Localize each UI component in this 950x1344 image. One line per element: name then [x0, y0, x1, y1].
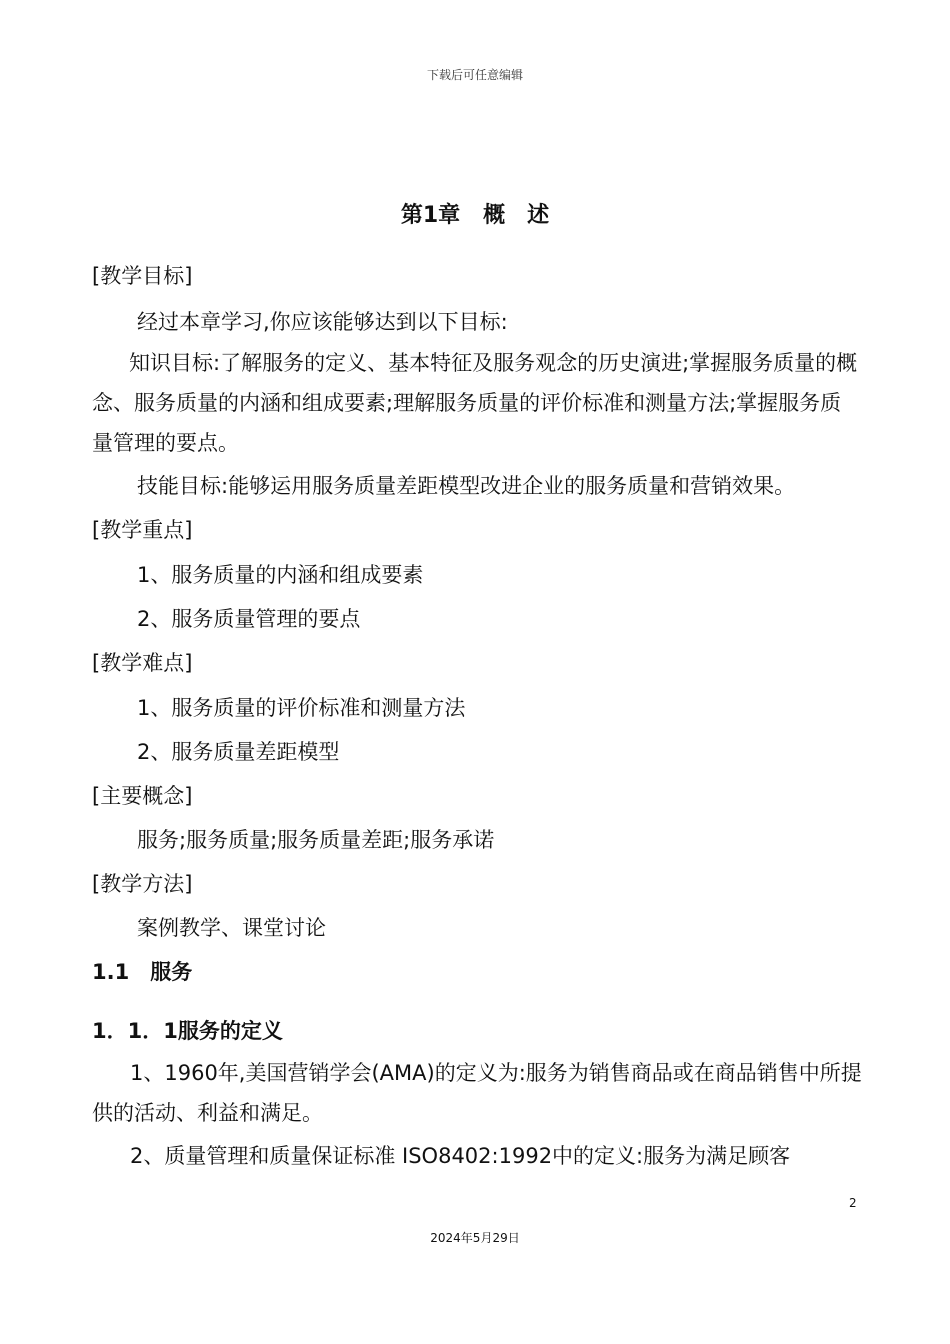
- concepts-text: 服务;服务质量;服务质量差距;服务承诺: [137, 828, 495, 852]
- key-point-item: 2、服务质量管理的要点: [137, 607, 361, 631]
- chapter-name: 概 述: [483, 203, 550, 228]
- heading-difficulties: [教学难点]: [92, 651, 193, 675]
- page-header: 下载后可任意编辑: [426, 68, 523, 82]
- heading-methods: [教学方法]: [92, 872, 193, 896]
- subsection-title: 1．1．1服务的定义: [92, 1019, 283, 1043]
- heading-key-points: [教学重点]: [92, 518, 193, 542]
- goals-intro: 经过本章学习,你应该能够达到以下目标:: [137, 310, 508, 334]
- definition-paragraph: 2、质量管理和质量保证标准 ISO8402:1992中的定义:服务为满足顾客: [130, 1144, 791, 1168]
- knowledge-goal: 知识目标:了解服务的定义、基本特征及服务观念的历史演进;掌握服务质量的概念、服务质量的内涵和组成要素;理解服务质量的评价标准和测量方法;掌握服务质量管理的要点。: [92, 351, 858, 455]
- heading-teaching-goals: [教学目标]: [92, 264, 193, 288]
- heading-concepts: [主要概念]: [92, 784, 193, 808]
- page-number: 2: [849, 1196, 857, 1210]
- section-title: 1.1 服务: [92, 960, 193, 984]
- page-footer-date: 2024年5月29日: [430, 1231, 520, 1245]
- difficulty-item: 1、服务质量的评价标准和测量方法: [137, 696, 466, 720]
- chapter-number: 第1章: [400, 203, 461, 228]
- difficulty-item: 2、服务质量差距模型: [137, 740, 340, 764]
- definition-paragraph: 1、1960年,美国营销学会(AMA)的定义为:服务为销售商品或在商品销售中所提供的活动、利益和满足。: [92, 1061, 862, 1125]
- skill-goal: 技能目标:能够运用服务质量差距模型改进企业的服务质量和营销效果。: [137, 474, 796, 498]
- key-point-item: 1、服务质量的内涵和组成要素: [137, 563, 424, 587]
- methods-text: 案例教学、课堂讨论: [137, 916, 326, 940]
- chapter-title: [0, 198, 950, 229]
